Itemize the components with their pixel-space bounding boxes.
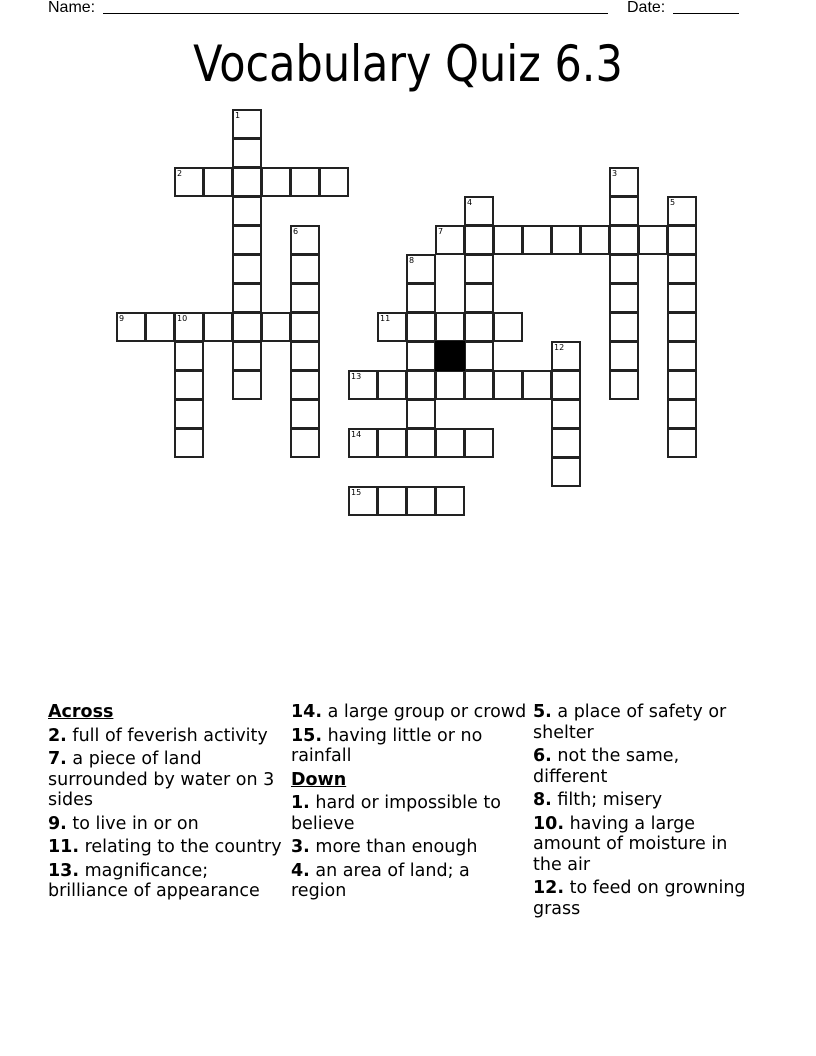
grid-cell[interactable] bbox=[551, 399, 581, 429]
clue-number: 14. bbox=[291, 702, 323, 722]
grid-cell[interactable] bbox=[609, 341, 639, 371]
grid-cell[interactable] bbox=[406, 399, 436, 429]
cell-number: 10 bbox=[177, 314, 188, 323]
grid-cell[interactable] bbox=[435, 428, 465, 458]
cell-number: 3 bbox=[612, 169, 618, 178]
grid-cell[interactable] bbox=[609, 312, 639, 342]
clue-across-2 bbox=[48, 726, 284, 747]
clue-down-6 bbox=[533, 746, 758, 787]
grid-cell-15[interactable] bbox=[348, 486, 378, 516]
cell-number: 15 bbox=[351, 488, 362, 497]
grid-cell[interactable] bbox=[290, 283, 320, 313]
grid-cell[interactable] bbox=[609, 370, 639, 400]
grid-cell[interactable] bbox=[609, 225, 639, 255]
cell-number: 4 bbox=[467, 198, 473, 207]
grid-cell[interactable] bbox=[580, 225, 610, 255]
clue-number: 11. bbox=[48, 837, 80, 857]
clue-text: a place of safety or shelter bbox=[533, 702, 727, 743]
across-heading: Across bbox=[48, 702, 114, 722]
clue-number: 15. bbox=[291, 725, 323, 746]
clue-column-2 bbox=[291, 702, 527, 905]
clue-number: 9. bbox=[48, 813, 67, 834]
grid-cell[interactable] bbox=[290, 370, 320, 400]
grid-cell-7[interactable] bbox=[435, 225, 465, 255]
grid-cell[interactable] bbox=[406, 370, 436, 400]
clue-across-13 bbox=[48, 861, 284, 902]
black-cell bbox=[435, 341, 465, 371]
down-heading: Down bbox=[291, 769, 347, 790]
grid-cell[interactable] bbox=[203, 312, 233, 342]
grid-cell[interactable] bbox=[609, 283, 639, 313]
grid-cell[interactable] bbox=[377, 428, 407, 458]
grid-cell[interactable] bbox=[232, 312, 262, 342]
grid-cell[interactable] bbox=[464, 428, 494, 458]
clue-text: not the same, different bbox=[533, 746, 680, 787]
clue-number: 5. bbox=[533, 702, 552, 722]
grid-cell[interactable] bbox=[406, 486, 436, 516]
clue-number: 1. bbox=[291, 793, 310, 813]
cell-number: 2 bbox=[177, 169, 183, 178]
clue-down-4 bbox=[291, 861, 527, 902]
grid-cell[interactable] bbox=[232, 283, 262, 313]
clue-text: having a large amount of moisture in the air bbox=[533, 813, 728, 875]
grid-cell[interactable] bbox=[174, 341, 204, 371]
grid-cell[interactable] bbox=[667, 428, 697, 458]
grid-cell[interactable] bbox=[145, 312, 175, 342]
grid-cell[interactable] bbox=[174, 428, 204, 458]
clue-text: full of feverish activity bbox=[72, 725, 268, 746]
grid-cell[interactable] bbox=[638, 225, 668, 255]
clue-number: 6. bbox=[533, 746, 552, 766]
grid-cell[interactable] bbox=[551, 457, 581, 487]
cell-number: 7 bbox=[438, 227, 444, 236]
cell-number: 1 bbox=[235, 111, 241, 120]
grid-cell[interactable] bbox=[174, 370, 204, 400]
grid-cell[interactable] bbox=[406, 428, 436, 458]
cell-number: 12 bbox=[554, 343, 565, 352]
grid-cell-4[interactable] bbox=[464, 196, 494, 226]
clue-text: a large group or crowd bbox=[327, 702, 527, 722]
clue-down-10 bbox=[533, 814, 758, 876]
grid-cell-13[interactable] bbox=[348, 370, 378, 400]
grid-cell[interactable] bbox=[464, 225, 494, 255]
date-label: Date: bbox=[627, 0, 666, 16]
grid-cell-9[interactable] bbox=[116, 312, 146, 342]
cell-number: 6 bbox=[293, 227, 299, 236]
grid-cell-3[interactable] bbox=[609, 167, 639, 197]
grid-cell[interactable] bbox=[232, 225, 262, 255]
grid-cell[interactable] bbox=[290, 254, 320, 284]
grid-cell[interactable] bbox=[493, 312, 523, 342]
page-title: Vocabulary Quiz 6.3 bbox=[193, 35, 623, 93]
grid-cell[interactable] bbox=[232, 196, 262, 226]
clue-number: 12. bbox=[533, 878, 565, 898]
clue-down-8 bbox=[533, 790, 758, 811]
grid-cell[interactable] bbox=[174, 399, 204, 429]
grid-cell[interactable] bbox=[377, 486, 407, 516]
grid-cell[interactable] bbox=[435, 312, 465, 342]
clue-across-15 bbox=[291, 726, 527, 767]
cell-number: 5 bbox=[670, 198, 676, 207]
cell-number: 14 bbox=[351, 430, 362, 439]
grid-cell[interactable] bbox=[290, 167, 320, 197]
grid-cell[interactable] bbox=[464, 312, 494, 342]
grid-cell[interactable] bbox=[493, 225, 523, 255]
cell-number: 11 bbox=[380, 314, 391, 323]
grid-cell[interactable] bbox=[522, 225, 552, 255]
grid-cell[interactable] bbox=[406, 312, 436, 342]
grid-cell-5[interactable] bbox=[667, 196, 697, 226]
grid-cell[interactable] bbox=[609, 196, 639, 226]
clue-across-14 bbox=[291, 702, 527, 723]
grid-cell[interactable] bbox=[290, 399, 320, 429]
clue-number: 13. bbox=[48, 860, 80, 881]
clue-text: an area of land; a region bbox=[291, 860, 470, 901]
grid-cell[interactable] bbox=[522, 370, 552, 400]
grid-cell[interactable] bbox=[232, 341, 262, 371]
grid-cell[interactable] bbox=[551, 428, 581, 458]
cell-number: 8 bbox=[409, 256, 415, 265]
grid-cell[interactable] bbox=[667, 254, 697, 284]
grid-cell[interactable] bbox=[667, 225, 697, 255]
clue-number: 4. bbox=[291, 860, 310, 881]
clue-text: to feed on growning grass bbox=[533, 878, 746, 919]
clue-text: to live in or on bbox=[72, 813, 199, 834]
grid-cell[interactable] bbox=[232, 167, 262, 197]
grid-cell[interactable] bbox=[551, 370, 581, 400]
clue-down-1 bbox=[291, 793, 527, 834]
clue-text: a piece of land surrounded by water on 3 sides bbox=[48, 749, 275, 810]
grid-cell[interactable] bbox=[232, 138, 262, 168]
clue-column-3 bbox=[533, 702, 758, 922]
grid-cell-2[interactable] bbox=[174, 167, 204, 197]
clue-across-9 bbox=[48, 814, 284, 835]
clue-text: more than enough bbox=[315, 837, 478, 857]
clue-column-1 bbox=[48, 702, 284, 905]
grid-cell[interactable] bbox=[406, 283, 436, 313]
clue-text: hard or impossible to believe bbox=[291, 793, 501, 834]
grid-cell[interactable] bbox=[464, 254, 494, 284]
grid-cell[interactable] bbox=[232, 254, 262, 284]
clue-number: 10. bbox=[533, 813, 565, 834]
grid-cell[interactable] bbox=[435, 370, 465, 400]
grid-cell[interactable] bbox=[290, 428, 320, 458]
clue-down-3 bbox=[291, 837, 527, 858]
grid-cell[interactable] bbox=[667, 399, 697, 429]
grid-cell-12[interactable] bbox=[551, 341, 581, 371]
clue-text: filth; misery bbox=[557, 790, 663, 810]
grid-cell[interactable] bbox=[232, 370, 262, 400]
clue-text: magnificance; brilliance of appearance bbox=[48, 860, 260, 901]
grid-cell-1[interactable] bbox=[232, 109, 262, 139]
grid-cell[interactable] bbox=[551, 225, 581, 255]
grid-cell[interactable] bbox=[493, 370, 523, 400]
grid-cell[interactable] bbox=[290, 341, 320, 371]
name-label: Name: bbox=[48, 0, 96, 16]
clue-down-12 bbox=[533, 878, 758, 919]
clue-number: 3. bbox=[291, 837, 310, 857]
grid-cell[interactable] bbox=[464, 370, 494, 400]
grid-cell-14[interactable] bbox=[348, 428, 378, 458]
clue-text: having little or no rainfall bbox=[291, 725, 483, 766]
grid-cell-6[interactable] bbox=[290, 225, 320, 255]
clue-number: 7. bbox=[48, 749, 67, 769]
grid-cell[interactable] bbox=[319, 167, 349, 197]
clue-across-11 bbox=[48, 837, 284, 858]
grid-cell[interactable] bbox=[261, 312, 291, 342]
grid-cell[interactable] bbox=[464, 341, 494, 371]
grid-cell[interactable] bbox=[609, 254, 639, 284]
grid-cell[interactable] bbox=[667, 283, 697, 313]
cell-number: 9 bbox=[119, 314, 125, 323]
grid-cell[interactable] bbox=[203, 167, 233, 197]
clue-number: 8. bbox=[533, 790, 552, 810]
grid-cell[interactable] bbox=[406, 341, 436, 371]
grid-cell-8[interactable] bbox=[406, 254, 436, 284]
clue-down-5 bbox=[533, 702, 758, 743]
grid-cell[interactable] bbox=[667, 370, 697, 400]
grid-cell[interactable] bbox=[667, 312, 697, 342]
grid-cell[interactable] bbox=[667, 341, 697, 371]
grid-cell[interactable] bbox=[464, 283, 494, 313]
grid-cell-11[interactable] bbox=[377, 312, 407, 342]
grid-cell[interactable] bbox=[377, 370, 407, 400]
clue-text: relating to the country bbox=[84, 837, 282, 857]
grid-cell[interactable] bbox=[261, 167, 291, 197]
clue-number: 2. bbox=[48, 725, 67, 746]
clue-across-7 bbox=[48, 749, 284, 811]
cell-number: 13 bbox=[351, 372, 362, 381]
grid-cell[interactable] bbox=[435, 486, 465, 516]
grid-cell[interactable] bbox=[290, 312, 320, 342]
grid-cell-10[interactable] bbox=[174, 312, 204, 342]
